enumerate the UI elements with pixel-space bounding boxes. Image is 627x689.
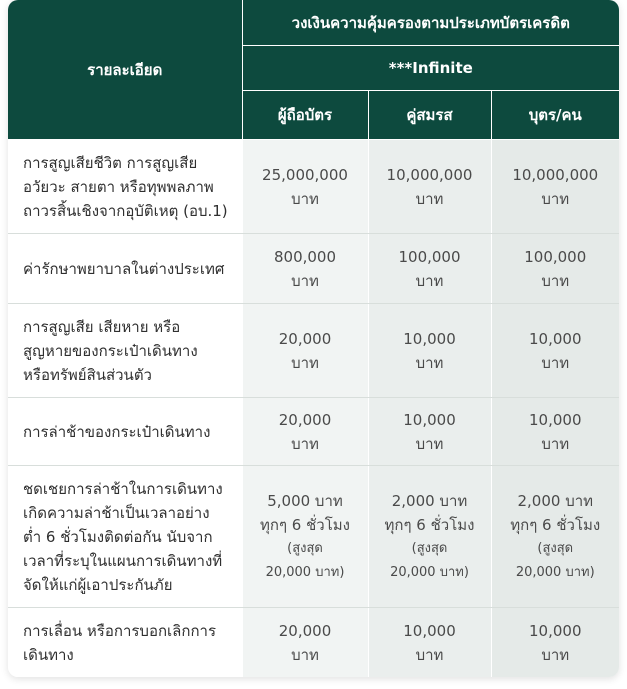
spouse-value: 10,000 บาท bbox=[368, 398, 491, 466]
cardholder-value: 20,000 บาท bbox=[242, 608, 368, 678]
child-column-header: บุตร/คน bbox=[491, 91, 619, 140]
detail-column-header: รายละเอียด bbox=[8, 0, 242, 140]
spouse-value: 10,000 บาท bbox=[368, 608, 491, 678]
cardholder-value: 800,000 บาท bbox=[242, 234, 368, 304]
child-value: 10,000 บาท bbox=[491, 398, 619, 466]
table-row bbox=[8, 466, 619, 608]
child-value: 10,000 บาท bbox=[491, 304, 619, 398]
child-value: 10,000 บาท bbox=[491, 608, 619, 678]
row-label: การสูญเสีย เสียหาย หรือ สูญหายของกระเป๋าเดินทาง หรือทรัพย์สินส่วนตัว bbox=[8, 304, 242, 398]
row-label: ค่ารักษาพยาบาลในต่างประเทศ bbox=[8, 234, 242, 304]
coverage-table-card bbox=[8, 0, 619, 677]
spouse-value: 2,000 บาท ทุกๆ 6 ชั่วโมง (สูงสุด 20,000 บาท) bbox=[368, 466, 491, 608]
child-value: 100,000 บาท bbox=[491, 234, 619, 304]
spouse-value: 10,000 บาท bbox=[368, 304, 491, 398]
coverage-header: วงเงินความคุ้มครองตามประเภทบัตรเครดิต bbox=[242, 0, 619, 46]
child-value: 2,000 บาท ทุกๆ 6 ชั่วโมง (สูงสุด 20,000 บาท) bbox=[491, 466, 619, 608]
table-row bbox=[8, 234, 619, 304]
spouse-value: 100,000 บาท bbox=[368, 234, 491, 304]
table-row bbox=[8, 304, 619, 398]
table-row bbox=[8, 140, 619, 234]
row-label: การเลื่อน หรือการบอกเลิกการ เดินทาง bbox=[8, 608, 242, 678]
spouse-value: 10,000,000 บาท bbox=[368, 140, 491, 234]
spouse-column-header: คู่สมรส bbox=[368, 91, 491, 140]
cardholder-value: 20,000 บาท bbox=[242, 398, 368, 466]
row-label: ชดเชยการล่าช้าในการเดินทาง เกิดความล่าช้าเป็นเวลาอย่าง ต่ำ 6 ชั่วโมงติดต่อกัน นับจาก เวลาที่ระบุในแผนการเดินทางที่ จัดให้แก่ผู้เอาประกันภัย bbox=[8, 466, 242, 608]
row-label: การล่าช้าของกระเป๋าเดินทาง bbox=[8, 398, 242, 466]
cardholder-value: 25,000,000 บาท bbox=[242, 140, 368, 234]
cardholder-column-header: ผู้ถือบัตร bbox=[242, 91, 368, 140]
cardholder-value: 20,000 บาท bbox=[242, 304, 368, 398]
coverage-table bbox=[8, 0, 619, 677]
row-label: การสูญเสียชีวิต การสูญเสีย อวัยวะ สายตา หรือทุพพลภาพ ถาวรสิ้นเชิงจากอุบัติเหตุ (อบ.1) bbox=[8, 140, 242, 234]
table-row bbox=[8, 398, 619, 466]
card-type-header: ***Infinite bbox=[242, 46, 619, 91]
cardholder-value: 5,000 บาท ทุกๆ 6 ชั่วโมง (สูงสุด 20,000 บาท) bbox=[242, 466, 368, 608]
child-value: 10,000,000 บาท bbox=[491, 140, 619, 234]
table-row bbox=[8, 608, 619, 678]
